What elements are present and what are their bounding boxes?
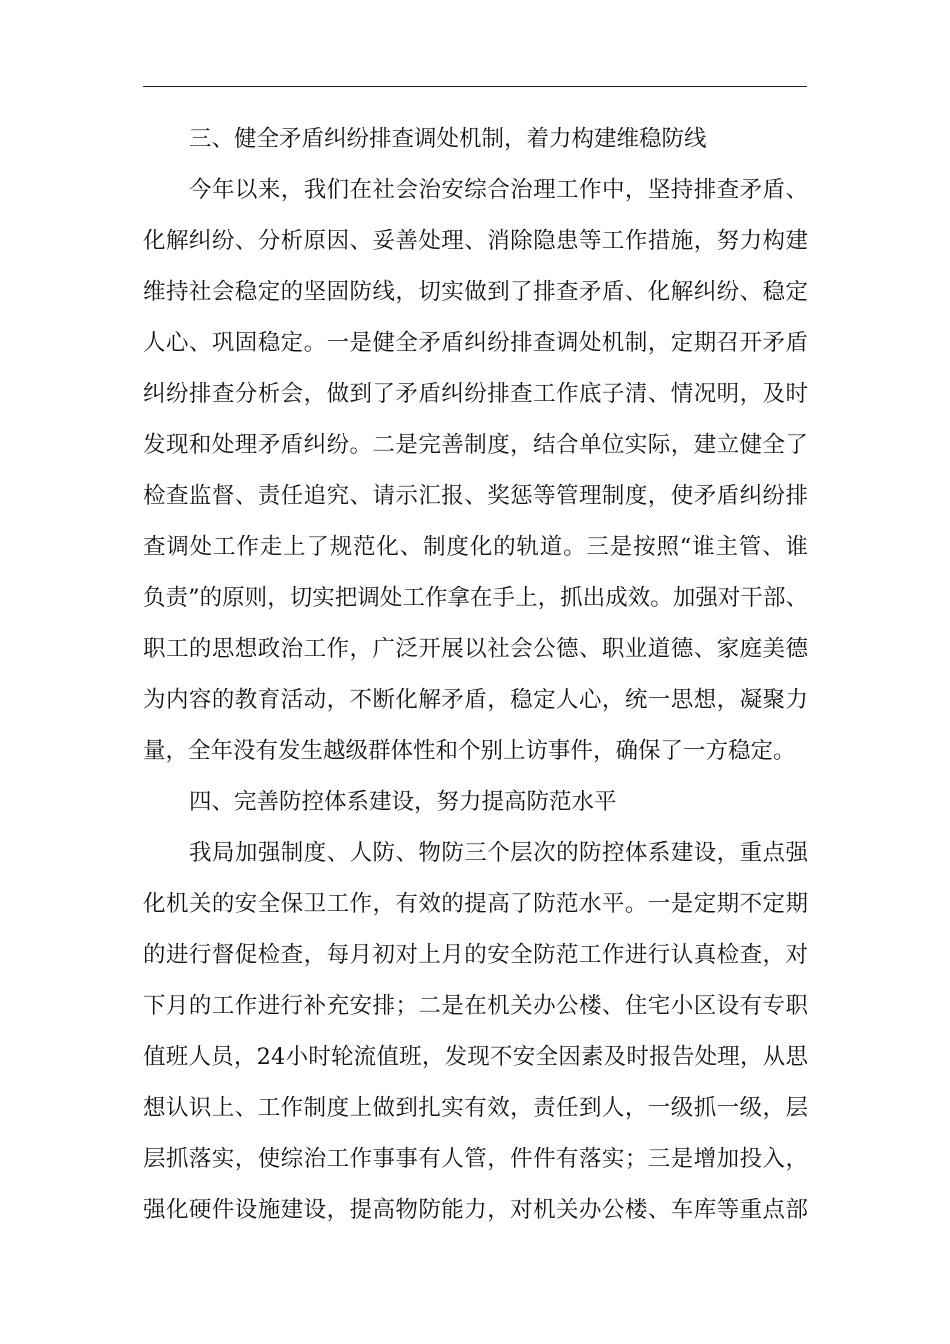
paragraph-line: 查调处工作走上了规范化、制度化的轨道。三是按照“谁主管、谁	[143, 534, 808, 560]
paragraph-line: 想认识上、工作制度上做到扎实有效，责任到人，一级抓一级，层	[143, 1095, 808, 1121]
paragraph-line: 值班人员，24小时轮流值班，发现不安全因素及时报告处理，从思	[143, 1044, 808, 1070]
paragraph-line: 强化硬件设施建设，提高物防能力，对机关办公楼、车库等重点部	[143, 1197, 808, 1223]
paragraph-line: 下月的工作进行补充安排；二是在机关办公楼、住宅小区设有专职	[143, 993, 808, 1019]
section-heading-4: 四、完善防控体系建设，努力提高防范水平	[189, 789, 617, 815]
paragraph-line: 检查监督、责任追究、请示汇报、奖惩等管理制度，使矛盾纠纷排	[143, 483, 808, 509]
paragraph-line: 维持社会稳定的坚固防线，切实做到了排查矛盾、化解纠纷、稳定	[143, 279, 808, 305]
paragraph-line: 层抓落实，使综治工作事事有人管，件件有落实；三是增加投入，	[143, 1146, 808, 1172]
paragraph-line: 职工的思想政治工作，广泛开展以社会公德、职业道德、家庭美德	[143, 636, 808, 662]
paragraph-line: 今年以来，我们在社会治安综合治理工作中，坚持排查矛盾、	[189, 177, 808, 203]
paragraph-line: 的进行督促检查，每月初对上月的安全防范工作进行认真检查，对	[143, 942, 808, 968]
paragraph-line: 量，全年没有发生越级群体性和个别上访事件，确保了一方稳定。	[143, 738, 796, 764]
document-body	[143, 116, 808, 1238]
paragraph-line: 负责”的原则，切实把调处工作拿在手上，抓出成效。加强对干部、	[143, 585, 808, 611]
paragraph-line: 纠纷排查分析会，做到了矛盾纠纷排查工作底子清、情况明，及时	[143, 381, 808, 407]
paragraph-line: 化机关的安全保卫工作，有效的提高了防范水平。一是定期不定期	[143, 891, 808, 917]
paragraph-line: 化解纠纷、分析原因、妥善处理、消除隐患等工作措施，努力构建	[143, 228, 808, 254]
paragraph-line: 为内容的教育活动，不断化解矛盾，稳定人心，统一思想，凝聚力	[143, 687, 808, 713]
paragraph-line: 人心、巩固稳定。一是健全矛盾纠纷排查调处机制，定期召开矛盾	[143, 330, 808, 356]
header-rule	[143, 86, 807, 87]
paragraph-line: 发现和处理矛盾纠纷。二是完善制度，结合单位实际，建立健全了	[143, 432, 808, 458]
paragraph-line: 我局加强制度、人防、物防三个层次的防控体系建设，重点强	[189, 840, 808, 866]
section-heading-3: 三、健全矛盾纠纷排查调处机制，着力构建维稳防线	[189, 126, 707, 152]
